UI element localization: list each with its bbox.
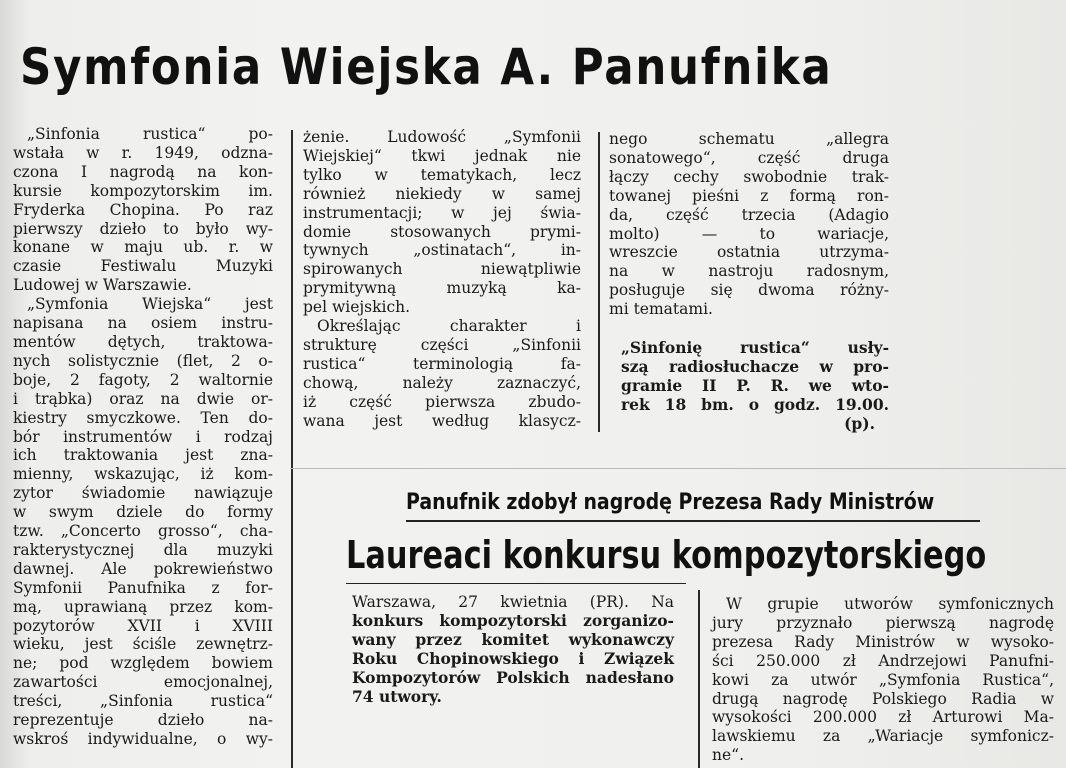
lead-rule [346,583,686,584]
text-line: ne; pod względem bowiem [13,654,273,673]
text-line: rakterystycznej dla muzyki [13,540,273,559]
text-line: czasie Festiwalu Muzyki [13,257,273,276]
text-line: Fryderka Chopina. Po raz [13,200,273,219]
text-line: kowi za utwór „Symfonia Rustica“, [712,670,1054,689]
text-line: konkurs kompozytorski zorganizo- [352,610,674,630]
text-line: Kompozytorów Polskich nadesłano [352,667,674,687]
text-line: Ludowej w Warszawie. [13,276,192,295]
text-line: kiestry smyczkowe. Ten do- [13,408,273,427]
text-line: iż część pierwsza zbudo- [303,392,581,411]
text-line: tywnych „ostinatach“, in- [303,241,581,260]
text-line: lawskiemu za „Wariacje symfonicz- [712,727,1054,746]
text-line: żenie. Ludowość „Symfonii [303,128,581,146]
text-line: 74 utwory. [352,686,442,706]
text-line: zawartości emocjonalnej, [13,673,273,692]
text-line: jury przyznało pierwszą nagrodę [712,613,1054,632]
text-line: prymitywną muzyką ka- [303,279,581,298]
column-divider [698,590,700,768]
text-line: Określając charakter i [317,317,581,336]
article-kicker: Panufnik zdobył nagrodę Prezesa Rady Ministrów [406,490,935,515]
text-line: da, część trzecia (Adagio [609,205,889,224]
column-divider [598,132,600,432]
text-line: posługuje się dwoma różny- [609,281,889,300]
article-column-2 [303,128,581,431]
text-line: szą radiosłuchacze w pro- [621,356,889,376]
text-line: ne“. [712,746,745,765]
text-line: boje, 2 fagoty, 2 waltornie [13,370,273,389]
text-line: wstała w r. 1949, odzna- [13,143,273,162]
text-line: nych solistycznie (flet, 2 o- [13,351,273,370]
text-line: wskroś indywidualne, o wy- [13,730,273,748]
article-column-1 [13,125,273,749]
text-line: „Symfonia Wiejska“ jest [27,295,273,314]
text-line: zytor świadomie nawiązuje [13,484,273,503]
text-line: prezesa Rady Ministrów w wysoko- [712,632,1054,651]
text-line: molto) — to wariacje, [609,224,889,243]
text-line: instrumentacji; w jej świa- [303,203,581,222]
text-line: wieku, jest ściśle zewnętrz- [13,635,273,654]
kicker-underline [406,520,980,522]
text-line: pel wiejskich. [303,298,411,317]
author-signature: (p). [844,413,875,433]
text-line: Wiejskiej“ tkwi jednak nie [303,146,581,165]
text-line: sonatowego“, część druga [609,148,889,167]
text-line: konane w maju ub. r. w [13,238,273,257]
text-line: tzw. „Concerto grosso“, cha- [13,522,273,541]
text-line: treści, „Sinfonia rustica“ [13,692,273,711]
text-line: wana jest według klasycz- [303,411,581,430]
text-line: wany przez komitet wykonawczy [352,629,674,649]
text-line: dawnej. Ale pokrewieństwo [13,559,273,578]
text-line: mentów dętych, traktowa- [13,332,273,351]
column-divider [291,130,293,768]
text-line: mą, uprawianą przez kom- [13,597,273,616]
text-line: również niekiedy w samej [303,184,581,203]
text-line: łączy cechy swobodnie trak- [609,167,889,186]
text-line: kursie kompozytorskim im. [13,181,273,200]
article-headline: Symfonia Wiejska A. Panufnika [20,38,833,96]
text-line: ich traktowania jest zna- [13,446,273,465]
text-line: Symfonii Panufnika z for- [13,578,273,597]
article-headline-2: Laureaci konkursu kompozytorskiego [346,533,987,577]
text-line: w swym dziele do formy [13,503,273,522]
article-column-3 [609,130,889,434]
text-line: napisana na osiem instru- [13,314,273,333]
article-body [712,595,1054,765]
text-line: pozytorów XVII i XVIII [13,616,273,635]
text-line: i trąbka) oraz na dwie or- [13,389,273,408]
text-line: Roku Chopinowskiego i Związek [352,648,674,668]
text-line: pierwszy dzieło to było wy- [13,219,273,238]
text-line: „Sinfonię rustica“ usły- [621,338,889,358]
text-line: wysokości 200.000 zł Arturowi Ma- [712,708,1054,727]
text-line: reprezentuje dzieło na- [13,711,273,730]
text-line: tylko w tematykach, lecz [303,165,581,184]
article-lead [352,593,674,706]
text-line: spirowanych niewątpliwie [303,260,581,279]
text-line: ści 250.000 zł Andrzejowi Panufni- [712,651,1054,670]
text-line: nego schematu „allegra [609,130,889,148]
text-line: czona I nagrodą na kon- [13,162,273,181]
text-line: gramie II P. R. we wto- [621,375,889,395]
text-line: rek 18 bm. o godz. 19.00. [621,394,889,414]
text-line: na w nastroju radosnym, [609,262,889,281]
text-line: strukturę części „Sinfonii [303,335,581,354]
text-line: domie stosowanych prymi- [303,222,581,241]
section-divider [290,468,1066,469]
text-line: wreszcie ostatnia utrzyma- [609,243,889,262]
text-line: rustica“ terminologią fa- [303,354,581,373]
text-line: bór instrumentów i rodzaj [13,427,273,446]
text-line: towanej pieśni z formą ron- [609,186,889,205]
text-line: W grupie utworów symfonicznych [726,595,1054,613]
text-line: drugą nagrodę Polskiego Radia w [712,689,1054,708]
text-line: „Sinfonia rustica“ po- [27,125,273,143]
text-line: mienny, wskazując, iż kom- [13,465,273,484]
text-line: mi tematami. [609,300,713,319]
text-line: chową, należy zaznaczyć, [303,373,581,392]
text-line: Warszawa, 27 kwietnia (PR). Na [352,593,674,611]
